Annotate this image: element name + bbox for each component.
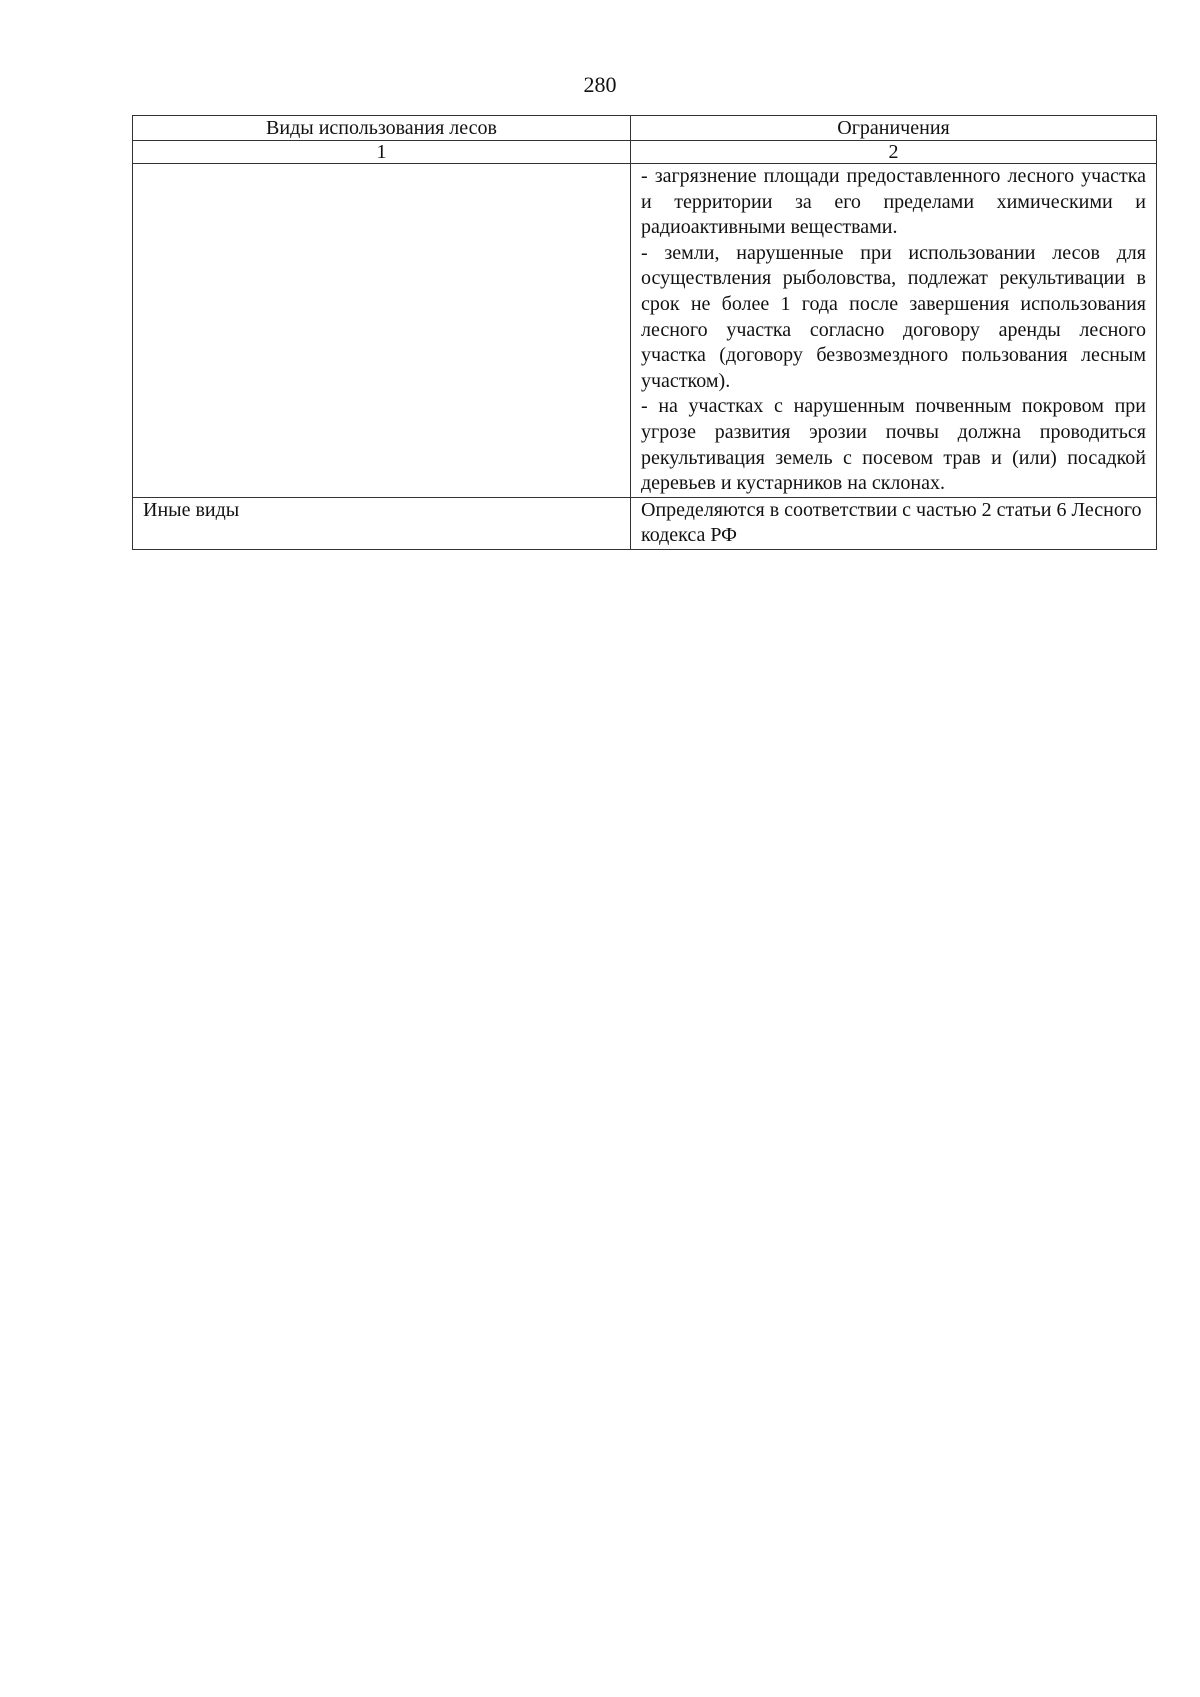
row-kind-cell (133, 164, 631, 498)
restriction-item: - земли, нарушенные при использовании лесов для осуществления рыболовства, подлежат рекультивации в срок не более 1 года после завершения использования лесного участка согласно договору аренды лесного участка (договору безвозмездного пользования лесным участком). (641, 241, 1146, 392)
restriction-item: - на участках с нарушенным почвенным покровом при угрозе развития эрозии почвы должна проводиться рекультивация земель с посевом трав и (или) посадкой деревьев и кустарников на склонах. (641, 395, 1146, 495)
header-forest-use-kinds: Виды использования лесов (133, 116, 631, 141)
column-number-1: 1 (133, 141, 631, 164)
table-row (133, 164, 1157, 498)
restriction-item: - загрязнение площади предоставленного лесного участка и территории за его пределами химическими и радиоактивными веществами. (641, 165, 1146, 239)
forest-use-restrictions-table (132, 115, 1157, 550)
header-restrictions: Ограничения (631, 116, 1157, 141)
page-number: 280 (583, 72, 617, 97)
column-number-row (133, 141, 1157, 164)
table-row (133, 497, 1157, 549)
row-kind-cell: Иные виды (133, 497, 631, 549)
row-restrictions-cell (631, 164, 1157, 498)
table-header-row (133, 116, 1157, 141)
column-number-2: 2 (631, 141, 1157, 164)
row-restrictions-cell: Определяются в соответствии с частью 2 статьи 6 Лесного кодекса РФ (631, 497, 1157, 549)
